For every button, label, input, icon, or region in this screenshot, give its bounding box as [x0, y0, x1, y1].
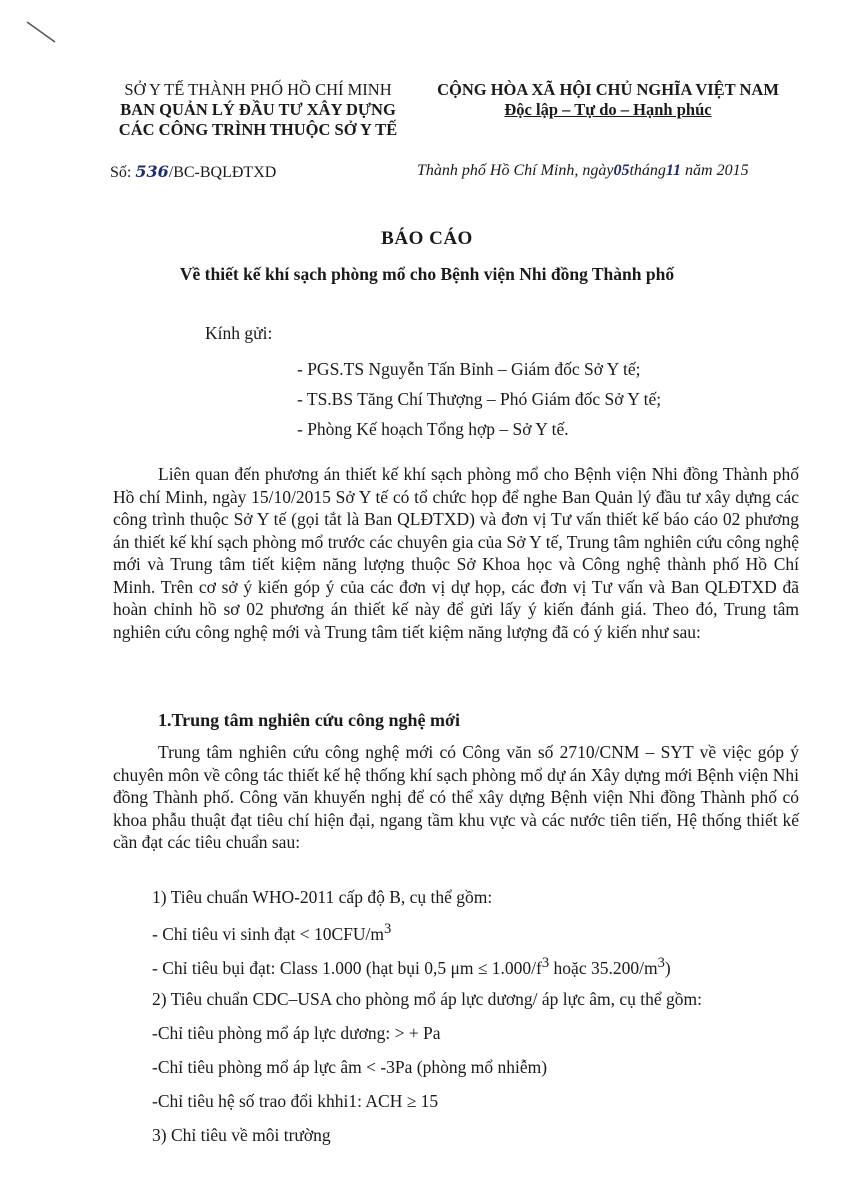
date-month-handwritten: 11 — [665, 162, 682, 179]
date-line — [417, 162, 749, 180]
criteria-item-1b-text-1: - Chỉ tiêu bụi đạt: Class 1.000 (hạt bụi 0,5 μm ≤ 1.000/f — [152, 957, 542, 978]
recipient-2: - TS.BS Tăng Chí Thượng – Phó Giám đốc Sở Y tế; — [297, 389, 662, 409]
recipient-1: - PGS.TS Nguyễn Tấn Bỉnh – Giám đốc Sở Y tế; — [297, 359, 641, 379]
criteria-item-1a-text: - Chỉ tiêu vi sinh đạt < 10CFU/m — [152, 923, 385, 944]
date-day-handwritten: 05 — [613, 162, 630, 179]
national-title: CỘNG HÒA XÃ HỘI CHỦ NGHĨA VIỆT NAM — [437, 80, 779, 99]
report-subtitle: Về thiết kế khí sạch phòng mổ cho Bệnh viện Nhi đồng Thành phố — [179, 264, 675, 284]
criteria-item-1: 1) Tiêu chuẩn WHO-2011 cấp độ B, cụ thể gồm: — [152, 887, 493, 907]
criteria-item-2a: -Chỉ tiêu phòng mổ áp lực dương: > + Pa — [152, 1023, 441, 1043]
criteria-item-3: 3) Chỉ tiêu về môi trường — [152, 1125, 331, 1145]
agency-header — [98, 80, 418, 140]
criteria-item-1a-sup: 3 — [384, 921, 392, 937]
national-header — [418, 80, 798, 120]
doc-number-handwritten: 536 — [135, 162, 169, 181]
criteria-item-1b-text-2: hoặc 35.200/m — [549, 957, 658, 978]
section-1-paragraph-block — [113, 741, 799, 854]
criteria-item-1a — [152, 921, 391, 945]
criteria-item-2b: -Chỉ tiêu phòng mổ áp lực âm < -3Pa (phòng mổ nhiễm) — [152, 1057, 548, 1077]
criteria-item-1b — [152, 955, 671, 979]
date-part-2: tháng — [629, 162, 666, 179]
report-title: BÁO CÁO — [381, 228, 473, 249]
agency-line-2: BAN QUẢN LÝ ĐẦU TƯ XÂY DỰNG — [120, 100, 396, 119]
criteria-item-2: 2) Tiêu chuẩn CDC–USA cho phòng mổ áp lực dương/ áp lực âm, cụ thể gồm: — [152, 989, 703, 1009]
section-1-heading: 1.Trung tâm nghiên cứu công nghệ mới — [158, 710, 460, 730]
agency-line-1: SỞ Y TẾ THÀNH PHỐ HỒ CHÍ MINH — [124, 80, 392, 99]
national-motto: Độc lập – Tự do – Hạnh phúc — [504, 100, 712, 119]
scan-mark — [25, 20, 65, 50]
criteria-item-1b-sup-1: 3 — [541, 955, 550, 971]
document-number — [110, 162, 276, 182]
greeting: Kính gửi: — [205, 323, 273, 343]
doc-number-suffix: /BC-BQLĐTXD — [168, 164, 277, 181]
criteria-item-2c: -Chỉ tiêu hệ số trao đổi khhi1: ACH ≥ 15 — [152, 1091, 439, 1111]
date-part-1: Thành phố Hồ Chí Minh, ngày — [417, 162, 614, 179]
criteria-item-1b-text-3: ) — [664, 957, 671, 978]
criteria-item-1b-sup-2: 3 — [657, 955, 665, 971]
agency-line-3: CÁC CÔNG TRÌNH THUỘC SỞ Y TẾ — [118, 120, 398, 139]
intro-paragraph: Liên quan đến phương án thiết kế khí sạch phòng mổ cho Bệnh viện Nhi đồng Thành phố Hồ chí Minh, ngày 15/10/2015 Sở Y tế có tổ chức họp để nghe Ban Quản lý đầu tư xây dựng các công trình thuộc Sở Y tế (gọi tắt là Ban QLĐTXD) và đơn vị Tư vấn thiết kế báo cáo 02 phương án thiết kế khí sạch phòng mổ trước các chuyên gia của Sở Y tế, Trung tâm nghiên cứu công nghệ mới và Trung tâm tiết kiệm năng lượng thuộc Sở Khoa học và Công nghệ thành phố Hồ Chí Minh. Trên cơ sở ý kiến góp ý của các đơn vị dự họp, các đơn vị Tư vấn và Ban QLĐTXD đã hoàn chỉnh hồ sơ 02 phương án thiết kế này để gửi lấy ý kiến đánh giá. Theo đó, Trung tâm nghiên cứu công nghệ mới và Trung tâm tiết kiệm năng lượng đã có ý kiến như sau: — [113, 464, 799, 642]
intro-paragraph-block — [113, 463, 799, 643]
doc-number-prefix: Số: — [110, 164, 136, 181]
date-part-3: năm 2015 — [681, 162, 749, 179]
section-1-paragraph: Trung tâm nghiên cứu công nghệ mới có Công văn số 2710/CNM – SYT về việc góp ý chuyên môn về công tác thiết kế hệ thống khí sạch phòng mổ dự án Xây dựng mới Bệnh viện Nhi đồng Thành phố. Công văn khuyến nghị để có thể xây dựng Bệnh viện Nhi đồng Thành phố có khoa phẫu thuật đạt tiêu chí hiện đại, ngang tầm khu vực và các nước tiên tiến, Hệ thống thiết kế cần đạt các tiêu chuẩn sau: — [113, 742, 799, 852]
recipient-3: - Phòng Kế hoạch Tổng hợp – Sở Y tế. — [297, 419, 569, 439]
